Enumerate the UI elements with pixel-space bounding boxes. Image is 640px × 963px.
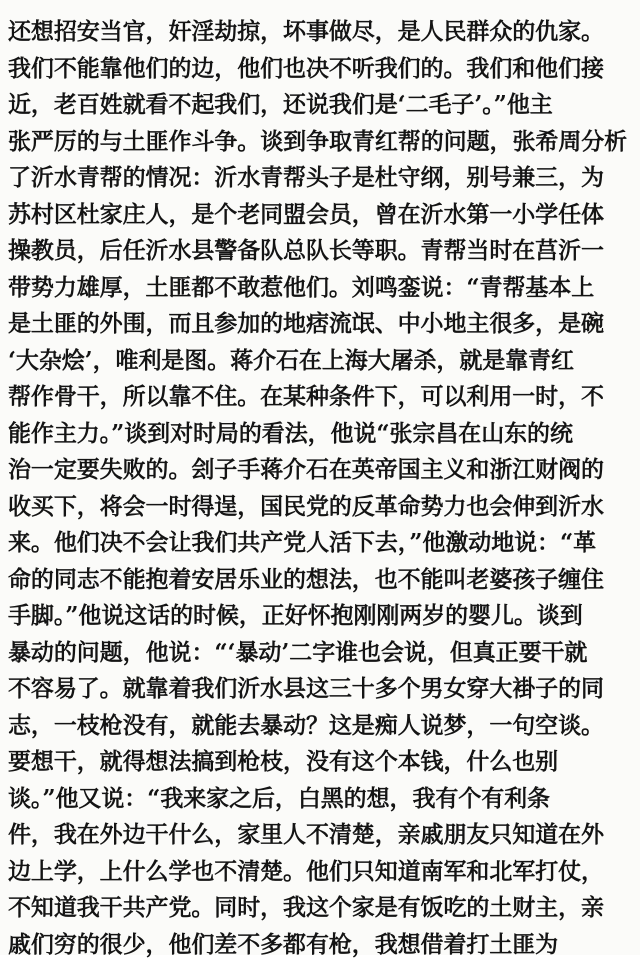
text-line: 件，我在外边干什么，家里人不清楚，亲戚朋友只知道在外 [8,817,634,854]
text-line: 苏村区杜家庄人，是个老同盟会员，曾在沂水第一小学任体 [8,197,634,234]
text-line: 暴动的问题，他说：“‘暴动’二字谁也会说，但真正要干就 [8,635,634,672]
text-line: 还想招安当官，奸淫劫掠，坏事做尽，是人民群众的仇家。 [8,14,634,51]
text-line: 收买下，将会一时得逞，国民党的反革命势力也会伸到沂水 [8,489,634,526]
text-line: 了沂水青帮的情况：沂水青帮头子是杜守纲，别号兼三，为 [8,160,634,197]
text-line: 志，一枝枪没有，就能去暴动？这是痴人说梦，一句空谈。 [8,708,634,745]
text-line: 治一定要失败的。刽子手蒋介石在英帝国主义和浙江财阀的 [8,452,634,489]
text-line: 要想干，就得想法搞到枪枝，没有这个本钱，什么也别 [8,744,634,781]
text-line: 帮作骨干，所以靠不住。在某种条件下，可以利用一时，不 [8,379,634,416]
body-text [8,14,634,963]
text-line: 是土匪的外围，而且参加的地痞流氓、中小地主很多，是碗 [8,306,634,343]
text-line: 张严厉的与土匪作斗争。谈到争取青红帮的问题，张希周分析 [8,124,634,161]
text-line: 不容易了。就靠着我们沂水县这三十多个男女穿大褂子的同 [8,671,634,708]
text-line: 能作主力。”谈到对时局的看法，他说“张宗昌在山东的统 [8,416,634,453]
text-line: ‘大杂烩’，唯利是图。蒋介石在上海大屠杀，就是靠青红 [8,343,634,380]
text-line: 带势力雄厚，土匪都不敢惹他们。刘鸣銮说：“青帮基本上 [8,270,634,307]
text-line: 谈。”他又说：“我来家之后，白黑的想，我有个有利条 [8,781,634,818]
text-line: 近，老百姓就看不起我们，还说我们是‘二毛子’。”他主 [8,87,634,124]
text-line: 不知道我干共产党。同时，我这个家是有饭吃的土财主，亲 [8,890,634,927]
text-line: 手脚。”他说这话的时候，正好怀抱刚刚两岁的婴儿。谈到 [8,598,634,635]
text-line: 命的同志不能抱着安居乐业的想法，也不能叫老婆孩子缠住 [8,562,634,599]
text-line: 操教员，后任沂水县警备队总队长等职。青帮当时在莒沂一 [8,233,634,270]
text-line: 来。他们决不会让我们共产党人活下去，”他激动地说：“革 [8,525,634,562]
text-line: 边上学，上什么学也不清楚。他们只知道南军和北军打仗， [8,854,634,891]
text-line: 我们不能靠他们的边，他们也决不听我们的。我们和他们接 [8,51,634,88]
text-line: 戚们穷的很少，他们差不多都有枪，我想借着打土匪为 [8,927,634,963]
